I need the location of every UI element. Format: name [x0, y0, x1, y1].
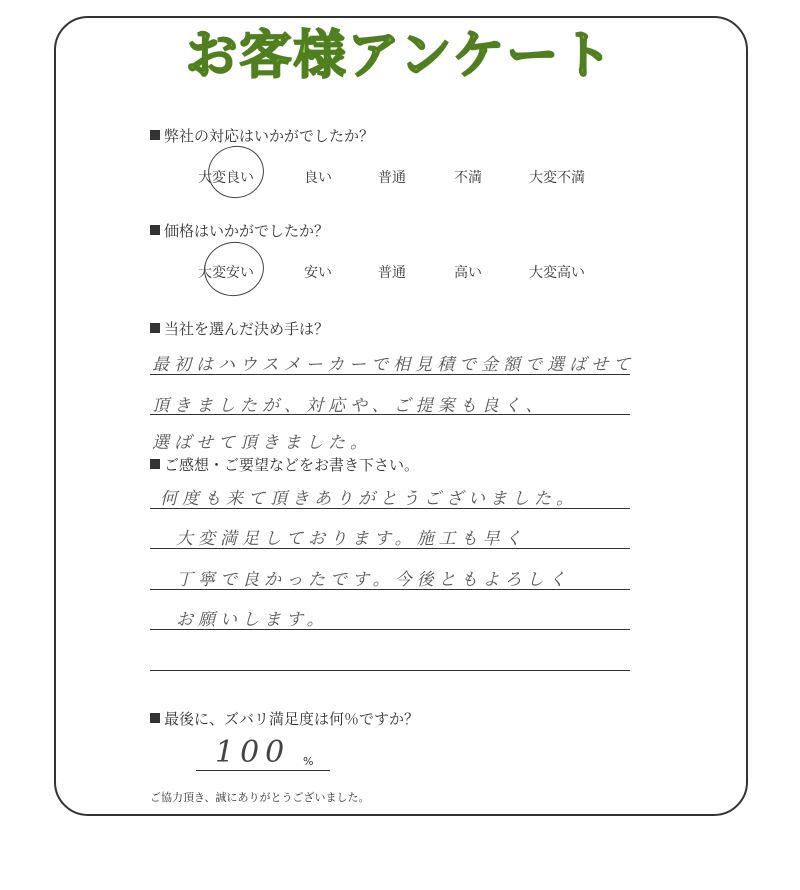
thank-you-note: ご協力頂き、誠にありがとうございました。 — [150, 791, 370, 804]
price-option-expensive[interactable]: 高い — [454, 265, 482, 281]
answer-line — [150, 670, 630, 671]
question-satisfaction — [150, 708, 419, 729]
handwritten-answer-line: お願いします。 — [176, 610, 329, 630]
handwritten-answer-line: 選ばせて頂きました。 — [152, 433, 372, 453]
question-price — [150, 220, 329, 241]
survey-title: お客様アンケート — [185, 26, 615, 86]
service-option-good[interactable]: 良い — [304, 170, 332, 186]
handwritten-answer-line: 丁寧で良かったです。今後ともよろしく — [176, 570, 571, 590]
price-option-average[interactable]: 普通 — [378, 265, 406, 281]
question-price-label: 価格はいかがでしたか？ — [164, 222, 330, 240]
question-deciding-factor — [150, 318, 329, 339]
square-bullet-icon — [150, 713, 160, 723]
satisfaction-unit: % — [303, 755, 314, 768]
question-service — [150, 125, 374, 146]
price-option-cheap[interactable]: 安い — [304, 265, 332, 281]
service-option-average[interactable]: 普通 — [378, 170, 406, 186]
service-option-very-dissatisfied[interactable]: 大変不満 — [529, 170, 585, 186]
price-option-very-cheap[interactable]: 大変安い — [198, 265, 254, 281]
square-bullet-icon — [150, 225, 160, 235]
handwritten-answer-line: 頂きましたが、対応や、ご提案も良く、 — [152, 396, 548, 416]
satisfaction-underline — [196, 770, 330, 771]
question-comments-label: ご感想・ご要望などをお書き下さい。 — [164, 456, 420, 474]
handwritten-answer-line: 何度も来て頂きありがとうございました。 — [160, 489, 578, 509]
question-comments — [150, 454, 419, 475]
satisfaction-value: 100 — [215, 735, 291, 770]
service-option-very-good[interactable]: 大変良い — [198, 170, 254, 186]
price-option-very-expensive[interactable]: 大変高い — [529, 265, 585, 281]
handwritten-answer-line: 大変満足しております。施工も早く — [176, 529, 527, 549]
square-bullet-icon — [150, 459, 160, 469]
question-deciding-factor-label: 当社を選んだ決め手は？ — [164, 320, 330, 338]
question-service-label: 弊社の対応はいかがでしたか？ — [164, 127, 375, 145]
square-bullet-icon — [150, 130, 160, 140]
handwritten-answer-line: 最初はハウスメーカーで相見積で金額で選ばせて — [152, 355, 636, 375]
service-option-dissatisfied[interactable]: 不満 — [454, 170, 482, 186]
question-satisfaction-label: 最後に、ズバリ満足度は何％ですか？ — [164, 710, 420, 728]
square-bullet-icon — [150, 323, 160, 333]
